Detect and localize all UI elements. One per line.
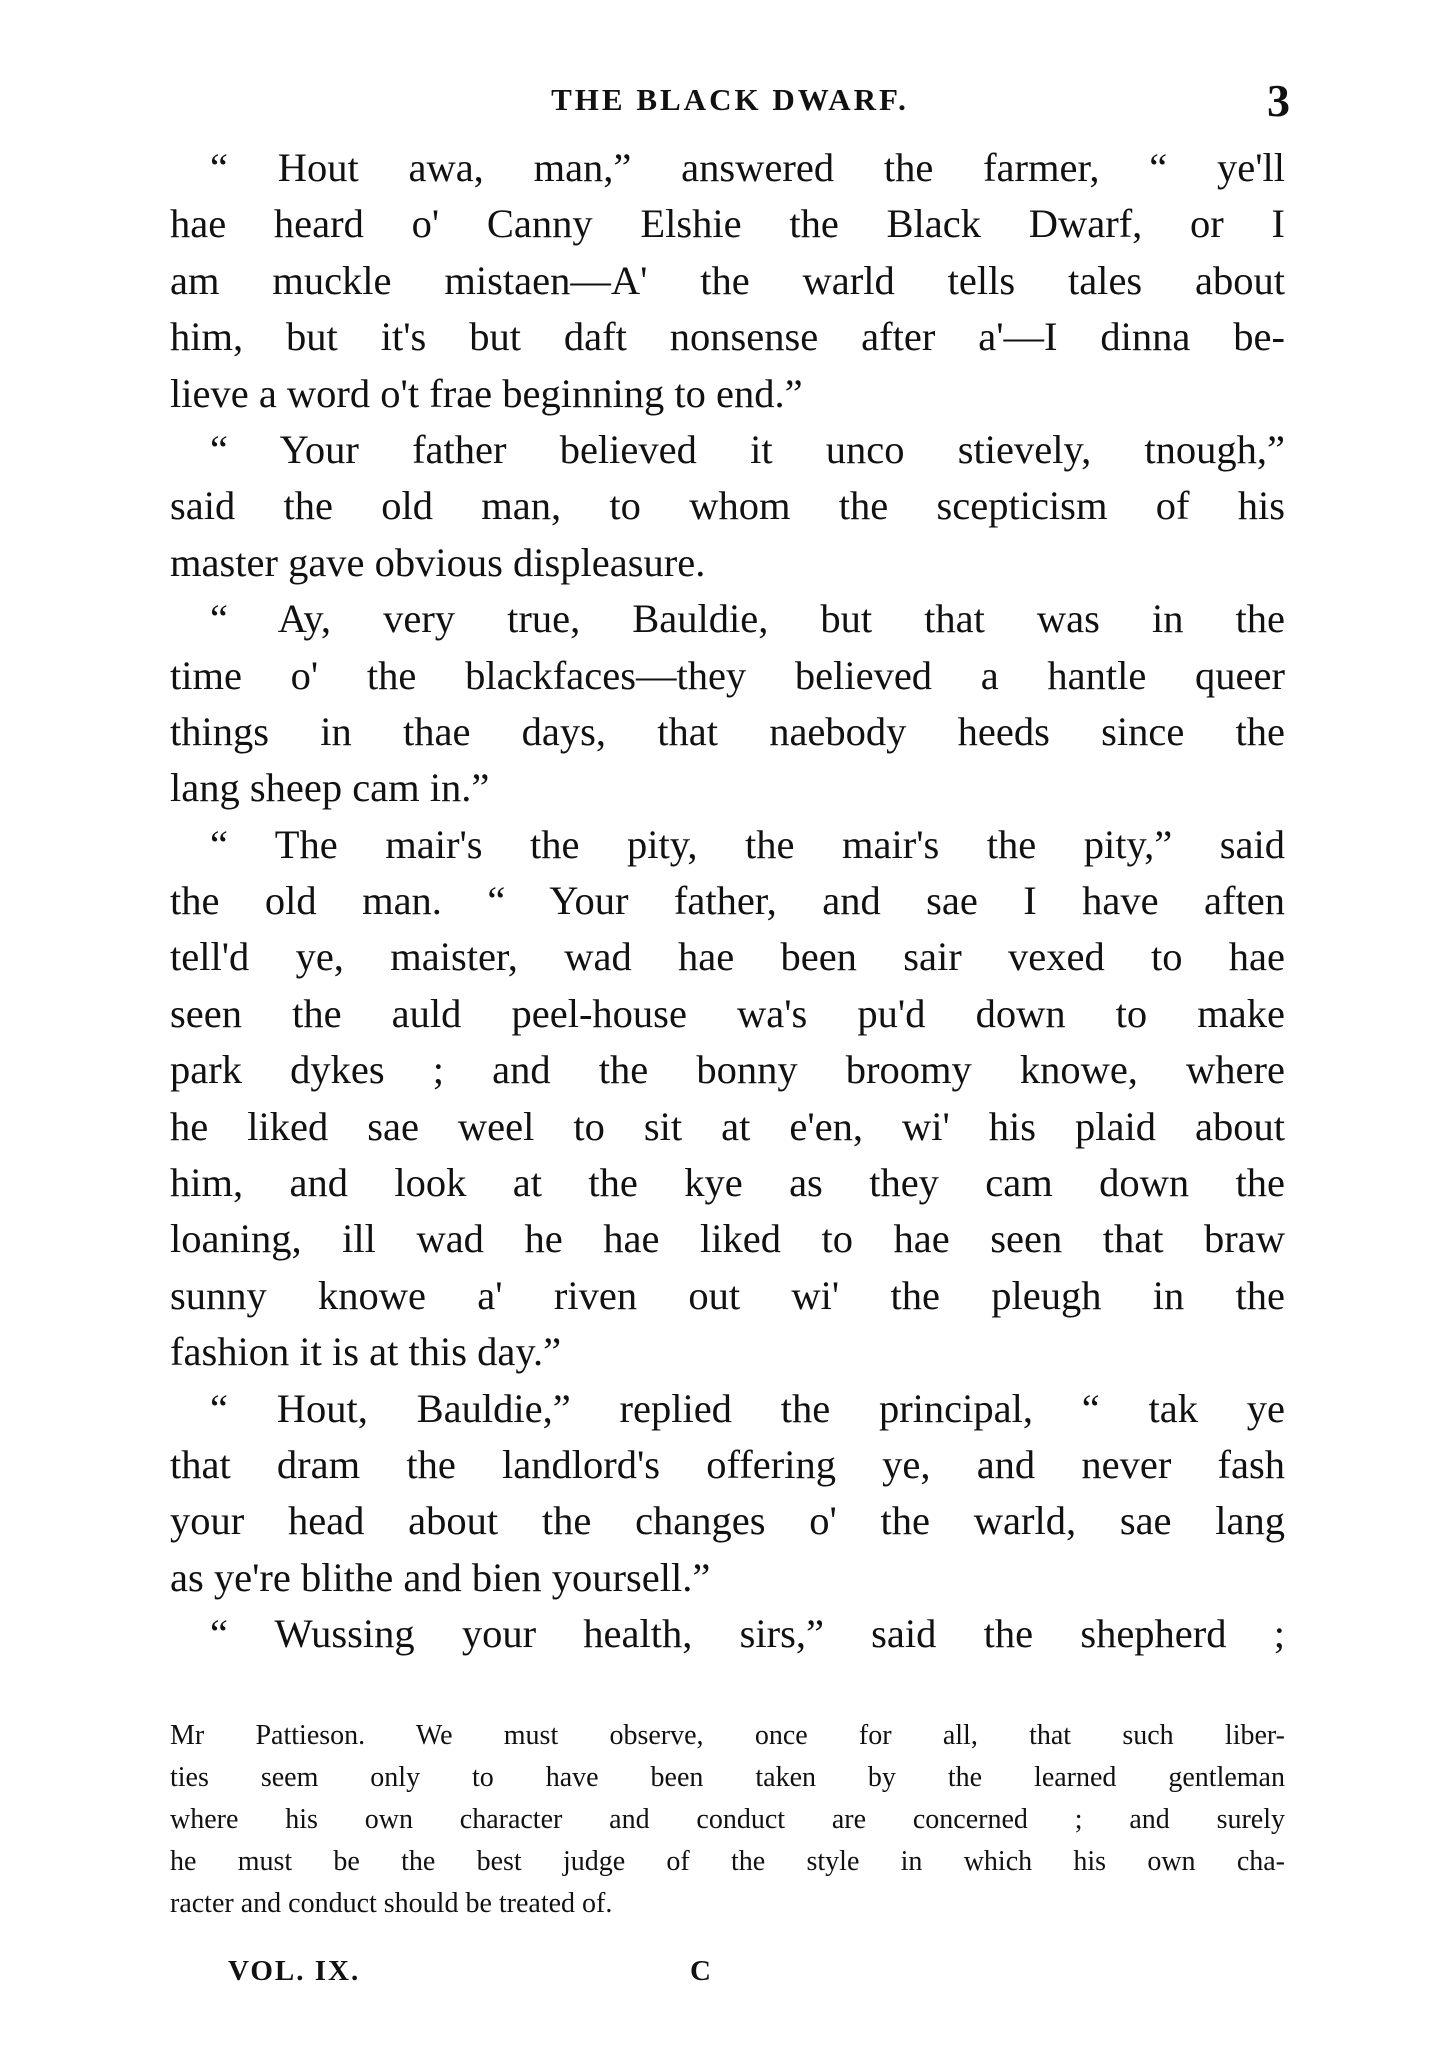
text-line: sunny knowe a' riven out wi' the pleugh in the bbox=[170, 1272, 1285, 1318]
text-line: “ The mair's the pity, the mair's the pity,” said bbox=[210, 821, 1285, 867]
text-line: as ye're blithe and bien yoursell.” bbox=[170, 1554, 711, 1600]
text-line: he liked sae weel to sit at e'en, wi' his plaid about bbox=[170, 1103, 1285, 1149]
text-line: your head about the changes o' the warld, sae lang bbox=[170, 1498, 1285, 1544]
text-line: master gave obvious displeasure. bbox=[170, 539, 706, 585]
text-line: said the old man, to whom the scepticism of his bbox=[170, 483, 1285, 529]
text-line: him, but it's but daft nonsense after a'—I dinna be- bbox=[170, 314, 1285, 360]
text-line: “ Wussing your health, sirs,” said the shepherd ; bbox=[210, 1611, 1285, 1657]
signature-line bbox=[170, 1955, 730, 1995]
text-line: tell'd ye, maister, wad hae been sair vexed to hae bbox=[170, 934, 1285, 980]
text-line: “ Hout awa, man,” answered the farmer, “ ye'll bbox=[210, 145, 1285, 190]
footnote-line: he must be the best judge of the style in which his own cha- bbox=[170, 1846, 1285, 1877]
text-line: “ Ay, very true, Bauldie, but that was in the bbox=[210, 596, 1285, 642]
text-line: time o' the blackfaces—they believed a hantle queer bbox=[170, 652, 1285, 698]
body-text bbox=[170, 140, 1285, 1663]
footnote-line: where his own character and conduct are concerned ; and surely bbox=[170, 1804, 1285, 1835]
text-line: park dykes ; and the bonny broomy knowe, where bbox=[170, 1047, 1285, 1093]
text-line: him, and look at the kye as they cam down the bbox=[170, 1160, 1285, 1206]
text-line: lieve a word o't frae beginning to end.” bbox=[170, 370, 803, 416]
text-line: “ Hout, Bauldie,” replied the principal, “ tak ye bbox=[210, 1385, 1285, 1431]
running-head bbox=[170, 74, 1290, 124]
text-line: “ Your father believed it unco stievely, tnough,” bbox=[210, 426, 1285, 472]
signature-mark: C bbox=[690, 1955, 713, 1987]
footnote-line: racter and conduct should be treated of. bbox=[170, 1888, 613, 1919]
footnote-line: Mr Pattieson. We must observe, once for all, that such liber- bbox=[170, 1720, 1285, 1751]
volume-mark: VOL. IX. bbox=[228, 1955, 361, 1987]
footnote bbox=[170, 1715, 1285, 1925]
text-line: things in thae days, that naebody heeds since the bbox=[170, 708, 1285, 754]
running-title: THE BLACK DWARF. bbox=[551, 82, 909, 117]
page-number: 3 bbox=[1267, 75, 1290, 126]
text-line: the old man. “ Your father, and sae I have aften bbox=[170, 878, 1285, 924]
text-line: lang sheep cam in.” bbox=[170, 765, 490, 811]
text-line: fashion it is at this day.” bbox=[170, 1329, 562, 1375]
text-line: am muckle mistaen—A' the warld tells tales about bbox=[170, 257, 1285, 303]
text-line: that dram the landlord's offering ye, and never fash bbox=[170, 1441, 1285, 1487]
text-line: loaning, ill wad he hae liked to hae seen that braw bbox=[170, 1216, 1285, 1262]
text-line: seen the auld peel-house wa's pu'd down to make bbox=[170, 990, 1285, 1036]
text-line: hae heard o' Canny Elshie the Black Dwarf, or I bbox=[170, 201, 1285, 247]
footnote-line: ties seem only to have been taken by the learned gentleman bbox=[170, 1762, 1285, 1793]
